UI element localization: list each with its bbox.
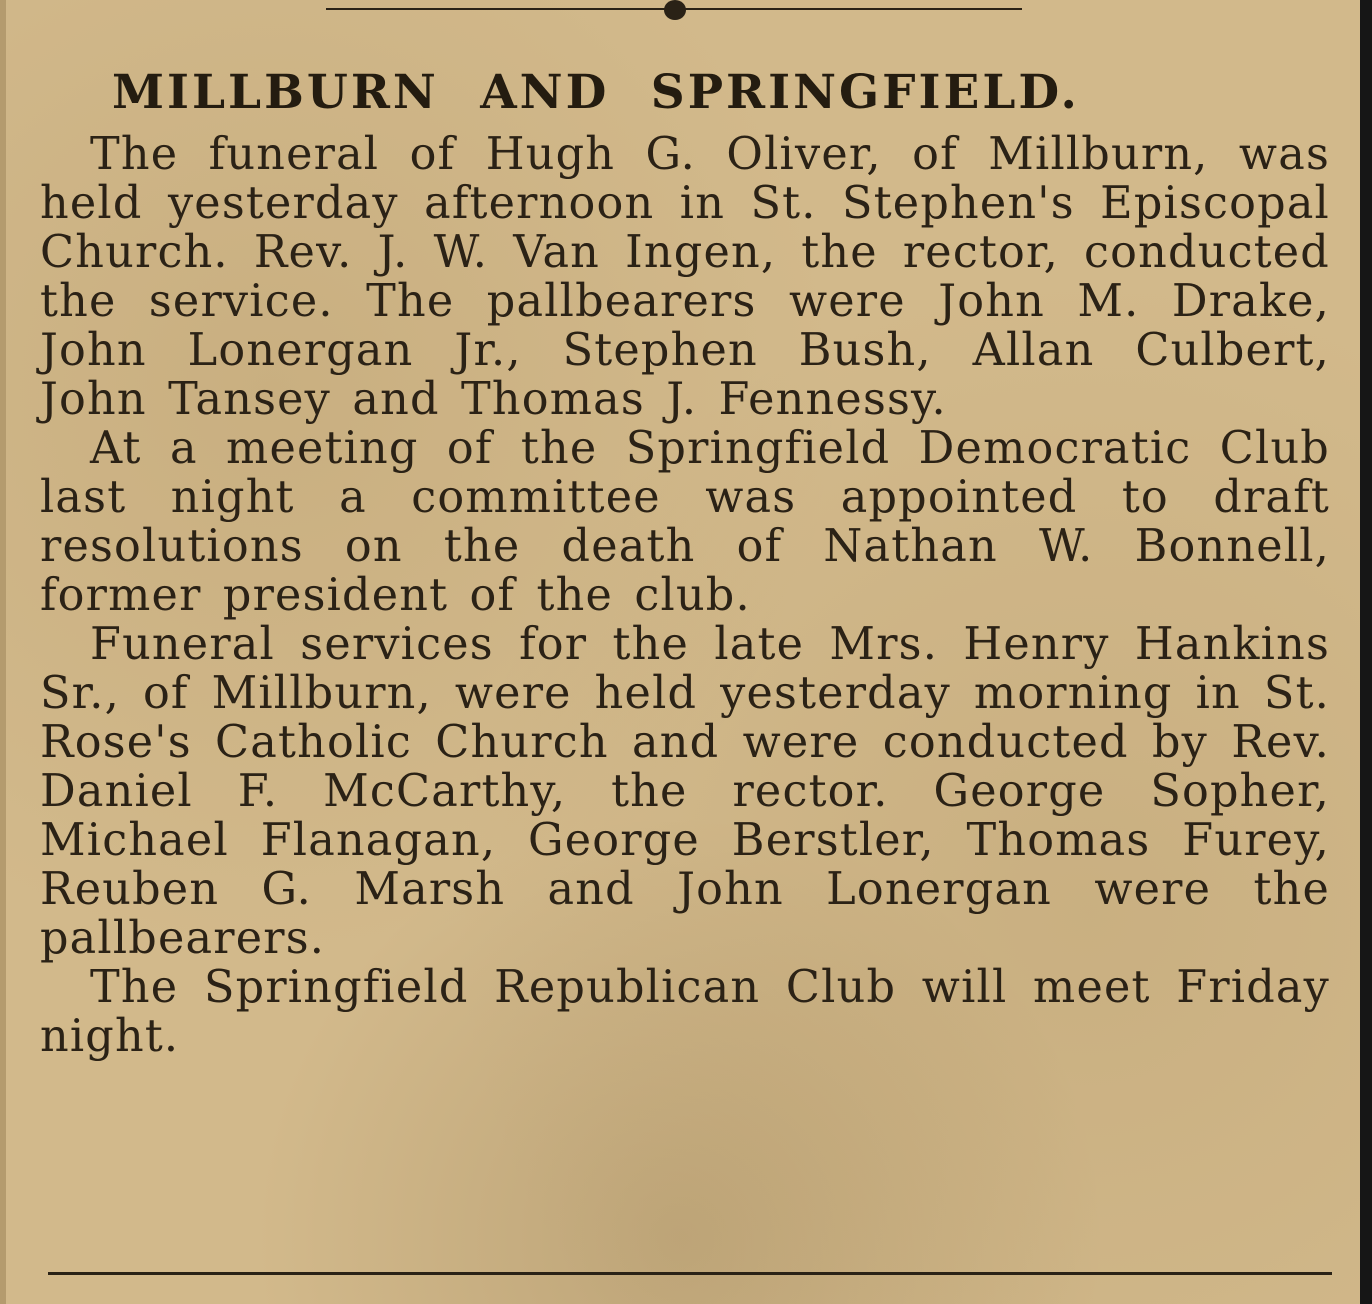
scan-background-edge — [1360, 0, 1372, 1304]
paragraph-republican-club: The Springfield Republican Club will meet Friday night. — [40, 962, 1330, 1062]
bottom-rule — [48, 1272, 1332, 1275]
paragraph-funeral-hankins: Funeral services for the late Mrs. Henry Hankins Sr., of Millburn, were held yesterday morning in St. Rose's Catholic Church and were conducted by Rev. Daniel F. McCarthy, the rector. George Sopher, Michael Flanagan, George Berstler, Thomas Furey, Reuben G. Marsh and John Lonergan were the pallbearers. — [40, 619, 1330, 964]
paragraph-funeral-oliver: The funeral of Hugh G. Oliver, of Millburn, was held yesterday afternoon in St. Stephen's Episcopal Church. Rev. J. W. Van Ingen, the rector, conducted the service. The pallbearers were John M. Drake, John Lonergan Jr., Stephen Bush, Allan Culbert, John Tansey and Thomas J. Fennessy. — [40, 129, 1330, 425]
article-body — [40, 130, 1330, 1061]
clipping-left-edge — [0, 0, 6, 1304]
headline: MILLBURN AND SPRINGFIELD. — [112, 65, 1080, 120]
ornamental-dot — [664, 0, 686, 20]
paragraph-democratic-club: At a meeting of the Springfield Democratic Club last night a committee was appointed to draft resolutions on the death of Nathan W. Bonnell, former president of the club. — [40, 423, 1330, 621]
